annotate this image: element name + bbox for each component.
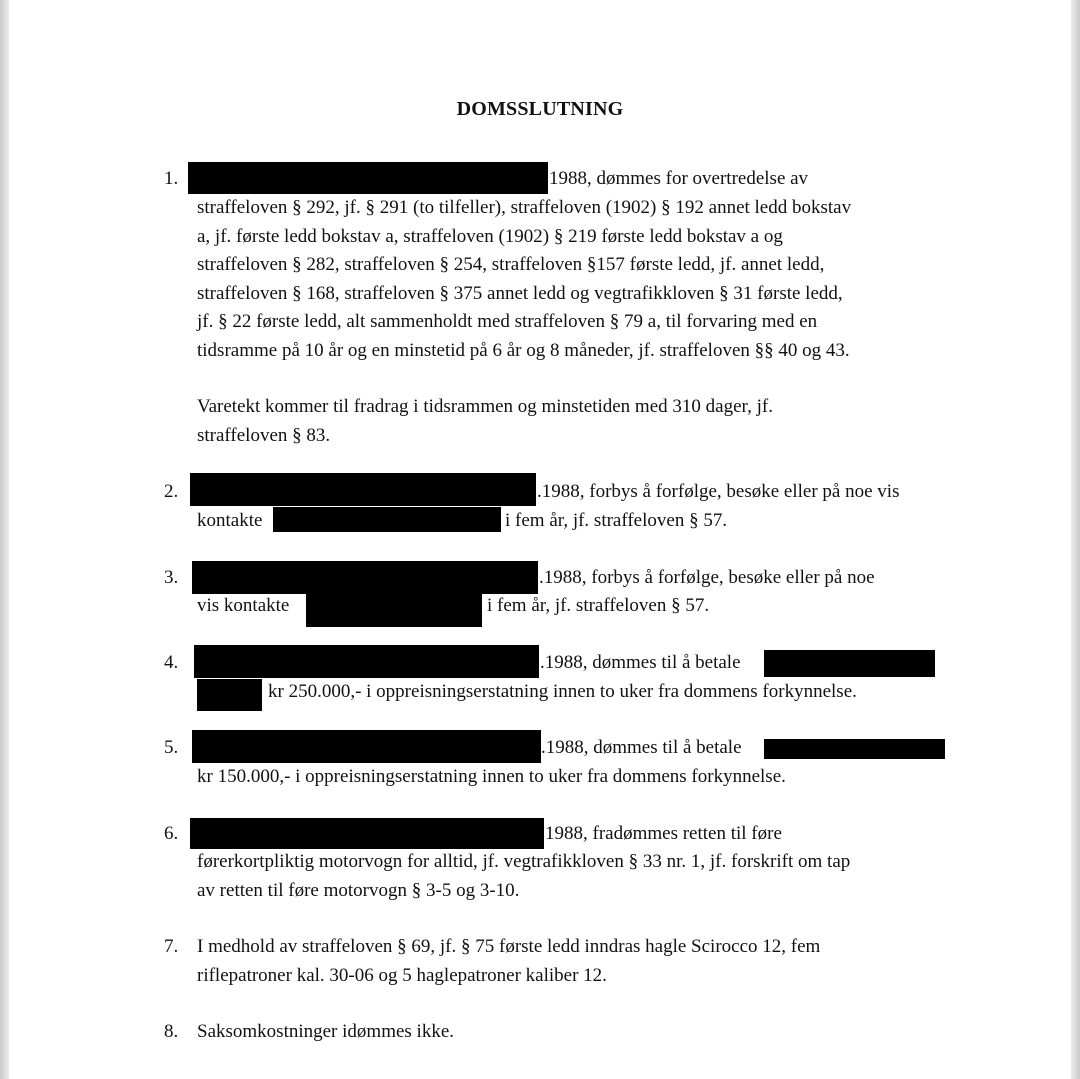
item-8-number: 8. (164, 1021, 179, 1042)
page-edge-right (1071, 0, 1080, 1079)
redaction-block (764, 650, 935, 677)
item-2-line: .1988, forbys å forfølge, besøke eller på noe vis (537, 481, 900, 502)
item-3-line: i fem år, jf. straffeloven § 57. (487, 595, 710, 616)
page-edge-left (0, 0, 9, 1079)
item-3-number: 3. (164, 567, 179, 588)
redaction-block (192, 730, 541, 763)
redaction-block (190, 473, 536, 506)
item-5-number: 5. (164, 737, 179, 758)
redaction-block (764, 739, 945, 759)
item-4-line: kr 250.000,- i oppreisningserstatning innen to uker fra dommens forkynnelse. (268, 681, 857, 702)
redaction-block (273, 507, 501, 532)
item-3-line: .1988, forbys å forfølge, besøke eller på noe (539, 567, 875, 588)
item-1-line: jf. § 22 første ledd, alt sammenholdt med straffeloven § 79 a, til forvaring med en (197, 311, 818, 332)
item-7-number: 7. (164, 936, 179, 957)
item-7-line: riflepatroner kal. 30-06 og 5 haglepatroner kaliber 12. (197, 965, 607, 986)
item-1-paragraph-line: Varetekt kommer til fradrag i tidsrammen og minstetiden med 310 dager, jf. (197, 396, 773, 417)
item-1-line: straffeloven § 168, straffeloven § 375 annet ledd og vegtrafikkloven § 31 første ledd, (197, 283, 843, 304)
item-6-line: førerkortpliktig motorvogn for alltid, jf. vegtrafikkloven § 33 nr. 1, jf. forskrift om tap (197, 851, 851, 872)
item-7-line: I medhold av straffeloven § 69, jf. § 75 første ledd inndras hagle Scirocco 12, fem (197, 936, 821, 957)
item-1-line: straffeloven § 292, jf. § 291 (to tilfeller), straffeloven (1902) § 192 annet ledd bokstav (197, 197, 852, 218)
item-4-number: 4. (164, 652, 179, 673)
item-6-line: av retten til føre motorvogn § 3-5 og 3-10. (197, 880, 520, 901)
item-4-line: .1988, dømmes til å betale (540, 652, 741, 673)
item-6-number: 6. (164, 823, 179, 844)
item-1-line: 1988, dømmes for overtredelse av (549, 168, 809, 189)
item-1-line: straffeloven § 282, straffeloven § 254, straffeloven §157 første ledd, jf. annet ledd, (197, 254, 825, 275)
item-1-line: tidsramme på 10 år og en minstetid på 6 år og 8 måneder, jf. straffeloven §§ 40 og 43. (197, 340, 850, 361)
document-title: DOMSSLUTNING (456, 98, 624, 120)
item-1-paragraph-line: straffeloven § 83. (197, 425, 331, 446)
item-2-line: kontakte (197, 510, 263, 531)
item-1-line: a, jf. første ledd bokstav a, straffeloven (1902) § 219 første ledd bokstav a og (197, 226, 783, 247)
redaction-block (190, 818, 544, 849)
item-5-line: kr 150.000,- i oppreisningserstatning innen to uker fra dommens forkynnelse. (197, 766, 786, 787)
item-5-line: .1988, dømmes til å betale (541, 737, 742, 758)
redaction-block (306, 589, 482, 627)
item-1-number: 1. (164, 168, 179, 189)
redaction-block (194, 645, 539, 678)
redaction-block (188, 162, 548, 194)
redaction-block (197, 679, 262, 711)
item-2-number: 2. (164, 481, 179, 502)
item-2-line: i fem år, jf. straffeloven § 57. (505, 510, 728, 531)
item-3-line: vis kontakte (197, 595, 290, 616)
item-6-line: 1988, fradømmes retten til føre (545, 823, 782, 844)
item-8-line: Saksomkostninger idømmes ikke. (197, 1021, 455, 1042)
